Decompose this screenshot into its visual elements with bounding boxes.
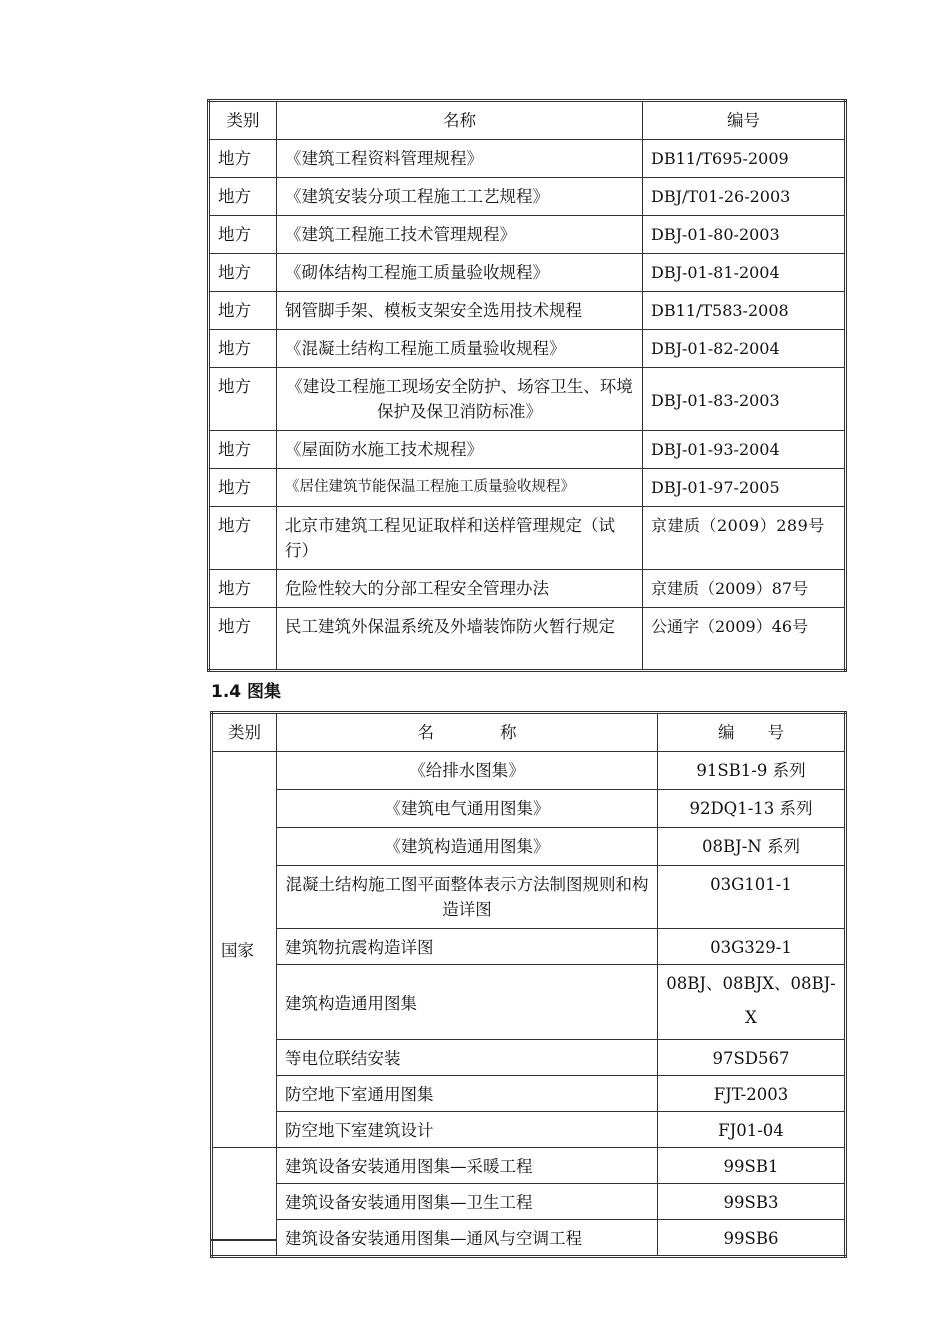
table-row xyxy=(209,570,846,608)
header-code: 编 号 xyxy=(658,713,846,752)
row-name: 《建设工程施工现场安全防护、场容卫生、环境保护及保卫消防标准》 xyxy=(277,368,643,431)
row-category: 地方 xyxy=(209,608,277,671)
row-category: 地方 xyxy=(209,570,277,608)
row-category: 地方 xyxy=(209,431,277,469)
row-name: 等电位联结安装 xyxy=(277,1040,658,1076)
row-code: DB11/T695-2009 xyxy=(643,140,846,178)
row-name: 北京市建筑工程见证取样和送样管理规定（试行） xyxy=(277,507,643,570)
row-name: 《建筑电气通用图集》 xyxy=(277,790,658,828)
row-name: 《屋面防水施工技术规程》 xyxy=(277,431,643,469)
table-row xyxy=(212,929,846,965)
atlas-table xyxy=(210,711,847,1258)
row-name: 钢管脚手架、模板支架安全选用技术规程 xyxy=(277,292,643,330)
table-row xyxy=(212,965,846,1040)
row-name: 《给排水图集》 xyxy=(277,752,658,790)
table-row xyxy=(212,1112,846,1148)
group-category: 国家 xyxy=(212,752,277,1148)
row-code: 京建质（2009）87号 xyxy=(643,570,846,608)
row-code: 08BJ、08BJX、08BJ-X xyxy=(658,965,846,1040)
table-row xyxy=(212,752,846,790)
section-heading: 1.4 图集 xyxy=(211,682,282,702)
row-code: DBJ-01-93-2004 xyxy=(643,431,846,469)
row-code: DBJ-01-81-2004 xyxy=(643,254,846,292)
header-category: 类别 xyxy=(209,101,277,140)
row-code: 99SB6 xyxy=(658,1220,846,1257)
row-name: 危险性较大的分部工程安全管理办法 xyxy=(277,570,643,608)
header-code: 编号 xyxy=(643,101,846,140)
row-code: DB11/T583-2008 xyxy=(643,292,846,330)
row-code: 92DQ1-13 系列 xyxy=(658,790,846,828)
standards-table xyxy=(207,99,847,672)
table-row xyxy=(209,330,846,368)
row-code: DBJ-01-82-2004 xyxy=(643,330,846,368)
table-row xyxy=(209,292,846,330)
row-category: 地方 xyxy=(209,140,277,178)
table-row xyxy=(212,1220,846,1257)
row-code: 03G329-1 xyxy=(658,929,846,965)
row-category: 地方 xyxy=(209,469,277,507)
table-row xyxy=(212,1040,846,1076)
row-code: FJT-2003 xyxy=(658,1076,846,1112)
row-category: 地方 xyxy=(209,368,277,431)
row-code: DBJ/T01-26-2003 xyxy=(643,178,846,216)
row-name: 《建筑工程施工技术管理规程》 xyxy=(277,216,643,254)
table-row xyxy=(212,866,846,929)
row-name: 《混凝土结构工程施工质量验收规程》 xyxy=(277,330,643,368)
row-name: 建筑物抗震构造详图 xyxy=(277,929,658,965)
row-name: 《建筑工程资料管理规程》 xyxy=(277,140,643,178)
row-code: 03G101-1 xyxy=(658,866,846,929)
table-row xyxy=(212,1148,846,1184)
row-category: 地方 xyxy=(209,292,277,330)
table-row xyxy=(209,507,846,570)
row-category: 地方 xyxy=(209,216,277,254)
row-name: 防空地下室通用图集 xyxy=(277,1076,658,1112)
row-name: 建筑设备安装通用图集—采暖工程 xyxy=(277,1148,658,1184)
row-name: 建筑设备安装通用图集—通风与空调工程 xyxy=(277,1220,658,1257)
header-name: 名 称 xyxy=(277,713,658,752)
row-name: 建筑构造通用图集 xyxy=(277,965,658,1040)
row-name: 《居住建筑节能保温工程施工质量验收规程》 xyxy=(277,469,643,507)
row-code: 08BJ-N 系列 xyxy=(658,828,846,866)
table-row xyxy=(209,469,846,507)
row-name: 民工建筑外保温系统及外墙装饰防火暂行规定 xyxy=(277,608,643,671)
table-row xyxy=(212,1076,846,1112)
row-name: 建筑设备安装通用图集—卫生工程 xyxy=(277,1184,658,1220)
row-code: 99SB3 xyxy=(658,1184,846,1220)
row-code: DBJ-01-80-2003 xyxy=(643,216,846,254)
header-name: 名称 xyxy=(277,101,643,140)
table-bottom-edge xyxy=(210,1239,276,1241)
row-name: 《建筑安装分项工程施工工艺规程》 xyxy=(277,178,643,216)
row-code: 97SD567 xyxy=(658,1040,846,1076)
row-code: DBJ-01-97-2005 xyxy=(643,469,846,507)
row-name: 防空地下室建筑设计 xyxy=(277,1112,658,1148)
row-code: 公通字（2009）46号 xyxy=(643,608,846,671)
row-name: 混凝土结构施工图平面整体表示方法制图规则和构造详图 xyxy=(277,866,658,929)
table-row xyxy=(212,790,846,828)
row-code: DBJ-01-83-2003 xyxy=(643,368,846,431)
table-row xyxy=(209,608,846,671)
row-category: 地方 xyxy=(209,254,277,292)
table-row xyxy=(212,828,846,866)
table-header-row xyxy=(209,101,846,140)
row-code: 京建质（2009）289号 xyxy=(643,507,846,570)
row-category: 地方 xyxy=(209,178,277,216)
row-category: 地方 xyxy=(209,330,277,368)
table-row xyxy=(209,216,846,254)
header-category: 类别 xyxy=(212,713,277,752)
table-header-row xyxy=(212,713,846,752)
table-row xyxy=(209,178,846,216)
table-row xyxy=(209,368,846,431)
row-name: 《建筑构造通用图集》 xyxy=(277,828,658,866)
row-category: 地方 xyxy=(209,507,277,570)
table-row xyxy=(209,254,846,292)
row-name: 《砌体结构工程施工质量验收规程》 xyxy=(277,254,643,292)
table-row xyxy=(209,140,846,178)
row-code: 91SB1-9 系列 xyxy=(658,752,846,790)
row-code: FJ01-04 xyxy=(658,1112,846,1148)
row-code: 99SB1 xyxy=(658,1148,846,1184)
table-row xyxy=(209,431,846,469)
table-row xyxy=(212,1184,846,1220)
